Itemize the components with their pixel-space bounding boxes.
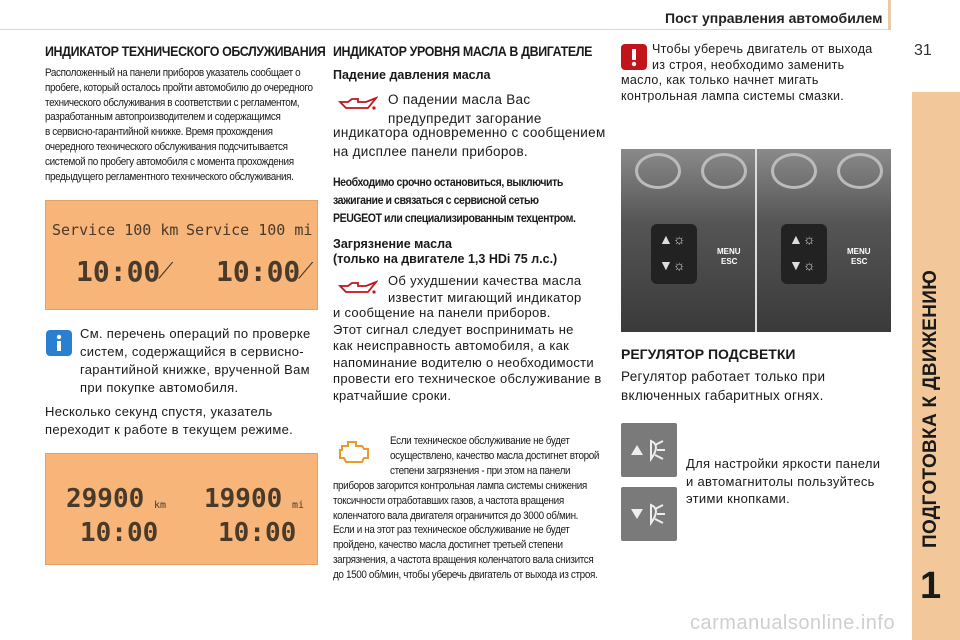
- oil-can-icon: [338, 96, 378, 114]
- oil-contamination-text-first: Об ухудшении качества масла известит мигающий индикатор: [388, 273, 582, 305]
- odometer-mi: 19900: [204, 484, 283, 514]
- brightness-up-icon: [621, 423, 677, 477]
- gauge-icon: [635, 153, 681, 189]
- odometer-km: 29900: [66, 484, 145, 514]
- brightness-up-icon: ▲☼: [789, 231, 816, 247]
- brightness-down-icon: [621, 487, 677, 541]
- gauge-icon: [771, 153, 817, 189]
- odometer-display-panel: [45, 453, 318, 565]
- oil-change-warning-rest: масло, как только начнет мигать контрольная лампа системы смазки.: [621, 73, 845, 103]
- dashboard-photo: [621, 149, 891, 332]
- oil-pressure-text-rest: индикатора одновременно с сообщением на дисплее панели приборов.: [333, 125, 606, 159]
- service-range-km: Service 100 km: [52, 221, 179, 239]
- info-note: См. перечень операций по проверке систем, содержащийся в сервисно- гарантийной книжке, врученной Вам при покупке автомобиля.: [80, 326, 311, 395]
- oil-contamination-subheading: Загрязнение масла (только на двигателе 1,3 HDi 75 л.с.): [333, 237, 558, 266]
- brightness-down-icon: ▼☼: [659, 257, 686, 273]
- service-range-mi: Service 100 mi: [186, 221, 313, 239]
- unit-mi: mi: [292, 500, 305, 511]
- unit-km: km: [154, 500, 167, 511]
- oil-can-icon: [338, 280, 378, 298]
- engine-note-rest: приборов загорится контрольная лампа системы снижения токсичности отработавших газов, а частота вращения коленчатого вала двигателя ограничится до 3000 об/мин. Если и на этот раз техническое обслуживание не будет пройдено, качество масла достигнет третьей степени загрязнения, а частота вращения коленчатого вала снизится до 1500 об/мин, чтобы уберечь двигатель от выхода из строя.: [333, 480, 598, 581]
- oil-pressure-text-first: О падении масла Вас предупредит загорание: [388, 92, 542, 126]
- oil-contamination-text-rest: и сообщение на панели приборов. Этот сигнал следует воспринимать не как неисправность автомобиля, а как напоминание водителю о необходимости провести его техническое обслуживание в кратчайшие сроки.: [333, 305, 602, 403]
- oil-indicator-heading: ИНДИКАТОР УРОВНЯ МАСЛА В ДВИГАТЕЛЕ: [333, 44, 593, 59]
- engine-icon: [336, 436, 372, 466]
- header-rule: [0, 29, 890, 30]
- chapter-tab-label: ПОДГОТОВКА К ДВИЖЕНИЮ: [920, 269, 941, 548]
- dimmer-text: Регулятор работает только при включенных габаритных огнях.: [621, 369, 826, 403]
- esc-label: ESC: [721, 257, 738, 266]
- after-text: Несколько секунд спустя, указатель переходит к работе в текущем режиме.: [45, 404, 294, 437]
- page-number: 31: [914, 42, 932, 59]
- engine-note-first: Если техническое обслуживание не будет осуществлено, качество масла достигнет второй степени загрязнения - при этом на панели: [390, 435, 600, 477]
- header-accent-bar: [888, 0, 891, 30]
- brightness-up-icon: ▲☼: [659, 231, 686, 247]
- clock-right: 10:00: [218, 518, 297, 548]
- chapter-number: 1: [920, 565, 942, 607]
- brightness-up-button[interactable]: [621, 423, 677, 477]
- service-display-panel: [45, 200, 318, 310]
- gauge-icon: [837, 153, 883, 189]
- oil-change-warning-first: Чтобы уберечь двигатель от выхода из строя, необходимо заменить: [652, 42, 873, 72]
- gauge-icon: [701, 153, 747, 189]
- wrench-icon: ⟋: [158, 259, 174, 284]
- stop-warning: Необходимо срочно остановиться, выключить зажигание и связаться с сервисной сетью PEUGEOT или специализированным техцентром.: [333, 175, 576, 225]
- clock-right: 10:00: [216, 255, 301, 288]
- service-indicator-intro: Расположенный на панели приборов указатель сообщает о пробеге, который осталось пройти автомобилю до очередного технического обслуживания в соответствии с регламентом, разработанным автопроизводителем и содержащимся в сервисно-гарантийной книжке. Время прохождения очередного технического обслуживания подсчитывается системой по пробегу автомобиля с момента прохождения предыдущего регламентного технического обслуживания.: [45, 67, 313, 183]
- watermark: carmanualsonline.info: [690, 612, 896, 634]
- warning-icon: [621, 44, 647, 70]
- page-header-title: Пост управления автомобилем: [665, 10, 883, 26]
- dimmer-heading: РЕГУЛЯТОР ПОДСВЕТКИ: [621, 346, 796, 362]
- wrench-icon: ⟋: [298, 259, 314, 284]
- info-icon: [46, 330, 72, 356]
- service-indicator-heading: ИНДИКАТОР ТЕХНИЧЕСКОГО ОБСЛУЖИВАНИЯ: [45, 44, 326, 59]
- photo-divider: [755, 149, 757, 332]
- esc-label: ESC: [851, 257, 868, 266]
- dimmer-buttons-text: Для настройки яркости панели и автомагнитолы пользуйтесь этими кнопками.: [686, 456, 881, 506]
- brightness-down-button[interactable]: [621, 487, 677, 541]
- clock-left: 10:00: [76, 255, 161, 288]
- clock-left: 10:00: [80, 518, 159, 548]
- menu-label: MENU: [717, 247, 741, 256]
- oil-pressure-subheading: Падение давления масла: [333, 68, 491, 82]
- menu-label: MENU: [847, 247, 871, 256]
- brightness-down-icon: ▼☼: [789, 257, 816, 273]
